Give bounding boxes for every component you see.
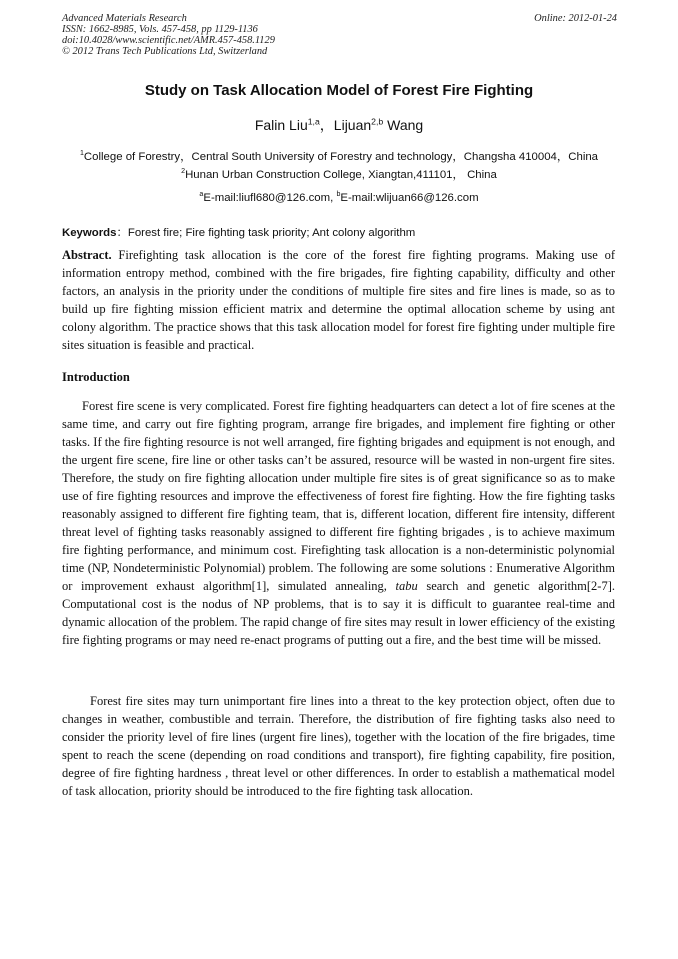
affiliation-2-sup: 2 [181,168,186,176]
online-date: Online: 2012-01-24 [534,13,617,24]
email-line [0,192,678,204]
affiliation-1 [0,148,678,164]
keywords-colon: ： [116,227,128,239]
introduction-paragraph-1 [62,397,615,649]
email-a-sup: a [199,191,204,199]
paper-title: Study on Task Allocation Model of Forest Fire Fighting [144,82,534,99]
affiliation-2-text: Hunan Urban Construction College, Xiangtan,411101， China [185,169,497,181]
intro-p1-italic: tabu [395,579,418,593]
keywords-text: Forest fire; Fire fighting task priority; Ant colony algorithm [127,227,416,239]
affiliation-1-text: College of Forestry，Central South University of Forestry and technology，Changsha 410004，China [83,151,599,163]
issn-line: ISSN: 1662-8985, Vols. 457-458, pp 1129-1136 [62,23,258,35]
doi-line: doi:10.4028/www.scientific.net/AMR.457-458.1129 [62,34,275,46]
email-b-text: E-mail:wlijuan66@126.com [340,192,479,204]
author-2-first: Lijuan [333,117,372,133]
author-1-name: Falin Liu [254,117,308,133]
author-separator: ， [319,117,334,133]
author-2-last: Wang [383,117,424,133]
author-1-sup: 1,a [307,116,320,127]
abstract-paragraph [62,246,615,354]
keywords-label: Keywords [62,227,117,239]
intro-p1-part-a: Forest fire scene is very complicated. Forest fire fighting headquarters can detect a lot of fire scenes at the same time, and carry out fire fighting program, arrange fire brigades, and implement fire fighting or other tasks. If the fire fighting resource is not well arranged, fire fighting brigades and equipment is not enough, and the urgent fire scene, fire line or other tasks can’t be assured, resource will be wasted in non-urgent fire sites. Therefore, the study on fire fighting allocation under multiple fire sites is of great significance so as to make use of fire fighting resources and improve the effectiveness of forest fire fighting. How the fire fighting tasks reasonably assigned to different fire fighting team, that is, different location, different fire intensity, different threat level of fighting tasks reasonably assigned to different fire fighting brigades , is to achieve maximum fire fighting performance, and minimum cost. Firefighting task allocation is a non-deterministic polynomial time (NP, Nondeterministic Polynomial) problem. The following are some solutions : Enumerative Algorithm or improvement exhaust algorithm[1], simulated annealing, [62,399,615,593]
email-b-sup: b [336,191,341,199]
journal-header [62,14,617,58]
abstract-text: Firefighting task allocation is the core of the forest fire fighting programs. Making use of information entropy method, combined with the fire brigades, fire fighting capability, difficulty and other factors, an analysis in the priority under the conditions of multiple fire sites and fire lines is made, so as to build up fire fighting mission efficient matrix and determine the optimal allocation scheme by using ant colony algorithm. The practice shows that this task allocation model for forest fire fighting under multiple fire sites situation is feasible and practical. [62,248,615,352]
affiliation-2 [0,166,678,182]
email-a-text: E-mail:liufl680@126.com, [203,192,337,204]
author-line [0,115,678,135]
copyright-line: © 2012 Trans Tech Publications Ltd, Switzerland [62,45,268,57]
introduction-paragraph-2: Forest fire sites may turn unimportant fire lines into a threat to the key protection object, often due to changes in weather, combustible and terrain. Therefore, the distribution of fire fighting tasks also need to consider the priority level of fire lines (urgent fire lines), together with the location of the fire brigades, time spent to reach the scene (depending on road conditions and transport), fire fighting capability, fire position, degree of fire fighting hardness , threat level or other differences. In order to establish a mathematical model of task allocation, priority should be introduced to the fire fighting task allocation. [62,694,615,798]
intro-p1-part-b: search and genetic algorithm[2-7]. Computational cost is the nodus of NP problems, that is to say it is difficult to guarantee real-time and dynamic allocation of the problem. The rapid change of fire sites may result in lower efficiency of the existing fire fighting programs or may need re-enact programs of putting out a fire, and the best time will be missed. [62,579,615,647]
introduction-heading: Introduction [62,370,130,384]
journal-name: Advanced Materials Research [62,13,187,24]
affiliation-1-sup: 1 [79,150,84,158]
keywords-line [62,224,415,240]
abstract-label: Abstract. [62,248,112,262]
author-2-sup: 2,b [371,116,384,127]
